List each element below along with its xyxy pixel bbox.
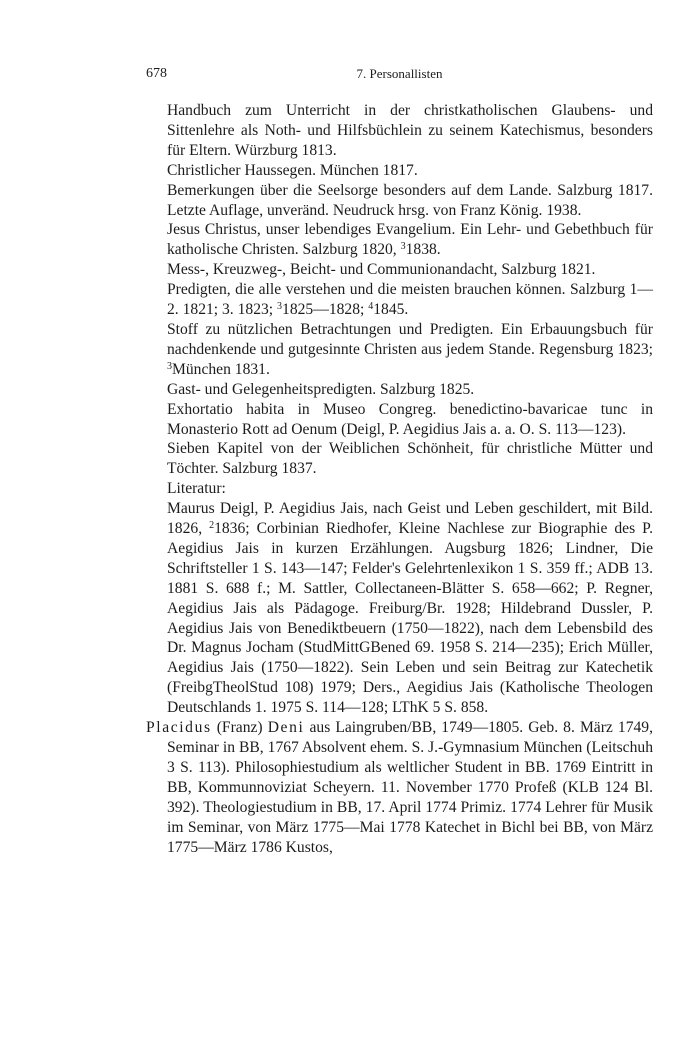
entry-text: 1825—1828; xyxy=(282,301,369,319)
entry-text: Predigten, die alle verstehen und die meisten brauchen können. Salzburg 1—2. 1821; 3. 1823; xyxy=(167,281,653,319)
running-title: 7. Personallisten xyxy=(356,66,443,81)
person-entry xyxy=(146,718,653,857)
person-family-name: Deni xyxy=(267,719,305,737)
person-name-note: (Franz) xyxy=(211,719,268,737)
person-entry-text: aus Laingruben/BB, 1749—1805. Geb. 8. März 1749, Seminar in BB, 1767 Absolvent ehem. S. J.-Gymnasium München (Leitschuh 3 S. 113). Philosophiestudium als weltlicher Student in BB. 1769 Eintritt in BB, Kommunnoviziat Scheyern. 11. November 1770 Profeß (KLB 124 Bl. 392). Theologiestudium in BB, 17. April 1774 Primiz. 1774 Lehrer für Musik im Seminar, von März 1775—Mai 1778 Katechet in Bichl bei BB, von März 1775—März 1786 Kustos, xyxy=(167,719,653,856)
bibliography-entry xyxy=(146,320,653,380)
body-text xyxy=(146,101,653,857)
bibliography-entry xyxy=(146,220,653,260)
bibliography-entry: Christlicher Haussegen. München 1817. xyxy=(167,161,418,179)
page-number: 678 xyxy=(146,66,167,81)
entry-text: München 1831. xyxy=(172,360,270,378)
bibliography-entry: Exhortatio habita in Museo Congreg. benedictino-bavaricae tunc in Monasterio Rott ad Oenum (Deigl, P. Aegidius Jais a. a. O. S. 113—123). xyxy=(167,400,653,438)
entry-text: Stoff zu nützlichen Betrachtungen und Predigten. Ein Erbauungsbuch für nachdenkende und gutgesinnte Christen aus jedem Stande. Regensburg 1823; xyxy=(167,320,653,358)
bibliography-entry xyxy=(146,280,653,320)
literature-list xyxy=(146,499,653,718)
person-given-name: Placidus xyxy=(146,719,212,737)
edition-superscript: 3 xyxy=(400,241,406,253)
entry-text-tail: 1838. xyxy=(405,241,441,259)
edition-superscript: 3 xyxy=(167,360,172,372)
edition-superscript: 4 xyxy=(368,301,374,313)
bibliography-entry: Sieben Kapitel von der Weiblichen Schönheit, für christliche Mütter und Töchter. Salzburg 1837. xyxy=(167,440,653,478)
entry-text: 1845. xyxy=(373,301,409,319)
bibliography-entry: Bemerkungen über die Seelsorge besonders auf dem Lande. Salzburg 1817. Letzte Auflage, unveränd. Neudruck hrsg. von Franz König. 1938. xyxy=(167,181,653,219)
entry-text: Jesus Christus, unser lebendiges Evangelium. Ein Lehr- und Gebethbuch für katholische Christen. Salzburg 1820, xyxy=(167,221,653,259)
bibliography-entry: Handbuch zum Unterricht in der christkatholischen Glaubens- und Sittenlehre als Noth- und Hilfsbüchlein zu seinem Katechismus, besonders für Eltern. Würzburg 1813. xyxy=(167,102,653,159)
literature-heading: Literatur: xyxy=(167,480,226,498)
entry-text: 1836; Corbinian Riedhofer, Kleine Nachlese zur Biographie des P. Aegidius Jais in kurzen Erzählungen. Augsburg 1826; Lindner, Die Schriftsteller 1 S. 143—147; Felder's Gelehrtenlexikon 1 S. 359 ff.; ADB 13. 1881 S. 688 f.; M. Sattler, Collectaneen-Blätter S. 658—662; P. Regner, Aegidius Jais als Pädagoge. Freiburg/Br. 1928; Hildebrand Dussler, P. Aegidius Jais von Benediktbeuern (1750—1822), nach dem Lebensbild des Dr. Magnus Jocham (StudMittGBened 69. 1958 S. 214—235); Erich Müller, Aegidius Jais (1750—1822). Sein Leben und sein Beitrag zur Katechetik (FreibgTheolStud 108) 1979; Ders., Aegidius Jais (Katholische Theologen Deutschlands 1. 1975 S. 114—128; LThK 5 S. 858. xyxy=(167,520,653,717)
edition-superscript: 3 xyxy=(277,301,283,313)
running-head xyxy=(146,64,653,84)
bibliography-entry: Gast- und Gelegenheitspredigten. Salzburg 1825. xyxy=(167,380,475,398)
edition-superscript: 2 xyxy=(209,520,215,532)
entry-text: Maurus Deigl, P. Aegidius Jais, nach Geist und Leben geschildert, mit Bild. 1826, xyxy=(167,500,653,538)
bibliography-entry: Mess-, Kreuzweg-, Beicht- und Communionandacht, Salzburg 1821. xyxy=(167,261,596,279)
